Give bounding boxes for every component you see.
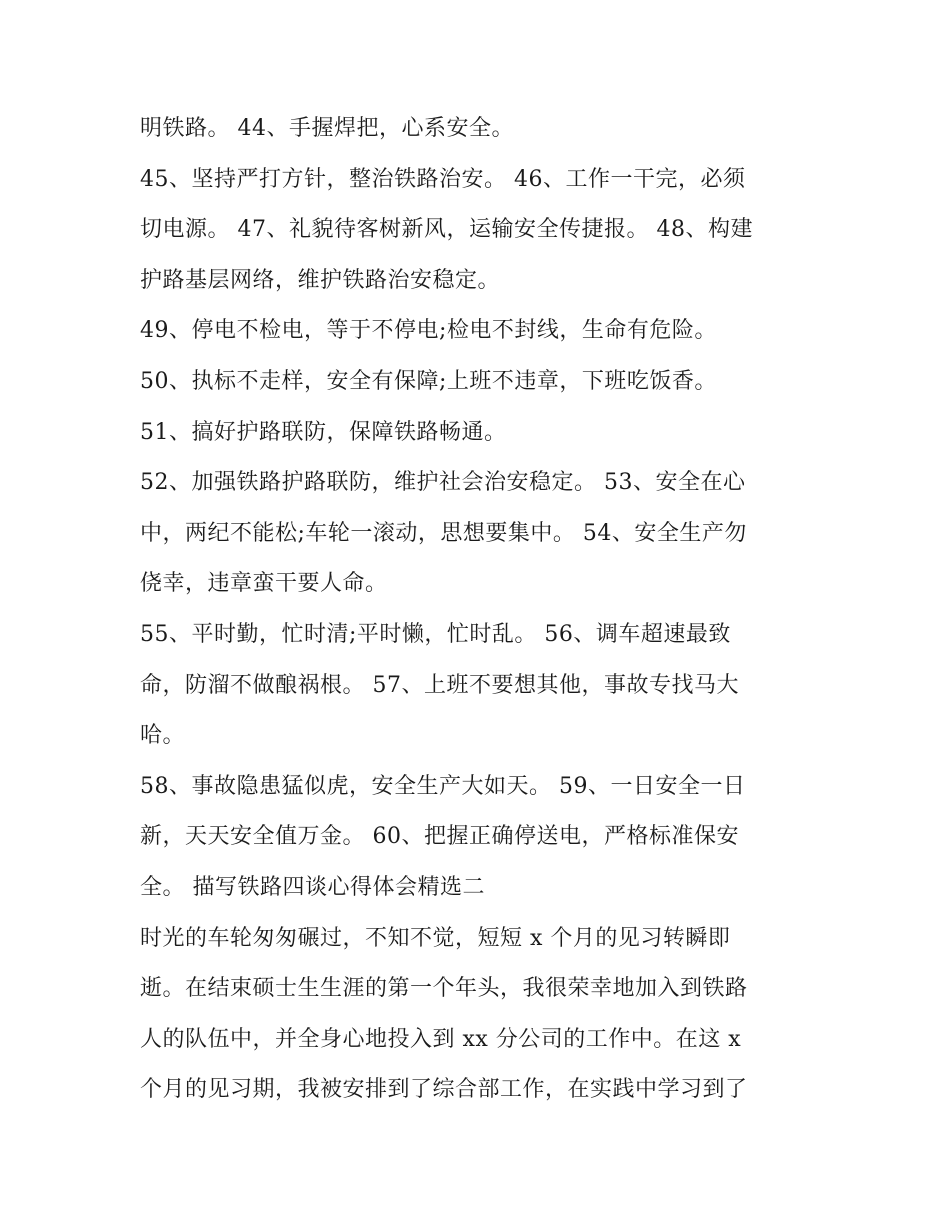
- text-line: 人的队伍中，并全身心地投入到 xx 分公司的工作中。在这 x: [140, 1026, 742, 1052]
- text-line: 55、平时勤，忙时清;平时懒，忙时乱。 56、调车超速最致: [140, 621, 731, 647]
- document-body: [140, 104, 820, 1116]
- text-line: 逝。在结束硕士生生涯的第一个年头，我很荣幸地加入到铁路: [140, 976, 748, 1002]
- text-line: 哈。: [140, 723, 186, 749]
- text-line: 命，防溜不做酿祸根。 57、上班不要想其他，事故专找马大: [140, 672, 739, 698]
- text-line: 侥幸，违章蛮干要人命。: [140, 571, 388, 597]
- text-line: 58、事故隐患猛似虎，安全生产大如天。 59、一日安全一日: [140, 773, 746, 799]
- text-line: 护路基层网络，维护铁路治安稳定。: [140, 267, 501, 293]
- text-line: 50、执标不走样，安全有保障;上班不违章，下班吃饭香。: [140, 368, 717, 394]
- text-line: 新，天天安全值万金。 60、把握正确停送电，严格标准保安: [140, 824, 739, 850]
- text-line: 个月的见习期，我被安排到了综合部工作，在实践中学习到了: [140, 1077, 748, 1103]
- text-line: 明铁路。 44、手握焊把，心系安全。: [140, 116, 514, 141]
- section-title-line: 全。 描写铁路四谈心得体会精选二: [140, 874, 485, 900]
- text-line: 切电源。 47、礼貌待客树新风，运输安全传捷报。 48、构建: [140, 217, 753, 243]
- text-line: 中，两纪不能松;车轮一滚动，思想要集中。 54、安全生产勿: [140, 520, 747, 546]
- text-line: 45、坚持严打方针，整治铁路治安。 46、工作一干完，必须: [140, 166, 746, 192]
- text-line: 52、加强铁路护路联防，维护社会治安稳定。 53、安全在心: [140, 470, 746, 496]
- text-line: 时光的车轮匆匆碾过，不知不觉，短短 x 个月的见习转瞬即: [140, 925, 731, 951]
- text-line: 51、搞好护路联防，保障铁路畅通。: [140, 419, 507, 445]
- text-line: 49、停电不检电，等于不停电;检电不封线，生命有危险。: [140, 318, 717, 344]
